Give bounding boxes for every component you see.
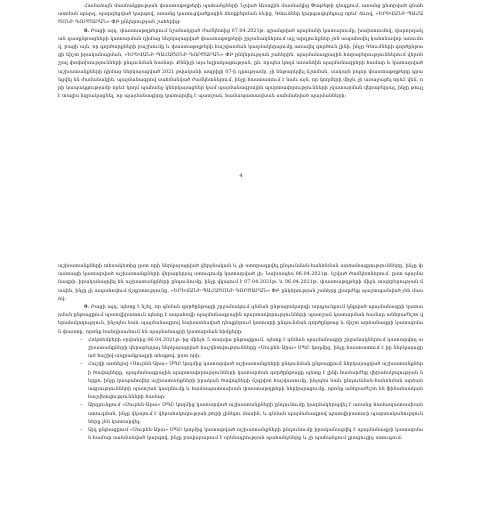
dash-bullet-icon: – — [80, 361, 83, 368]
list-item — [58, 426, 423, 442]
list-item-text: Հաշվի առնելով «Սուրեն-Արա» ՍՊԸ կողմից կատարված աշխատանքների ընդունման ընթացքում ներկայացված աշխատանքների ծավալները, պայմանագրային պարտավորությունների կատարման գործընթացը պետք է լինի համարժեք վերահսկողության ներքո, ինչը կապահովեր աշխատանքների իրական ծավալների ճշգրիտ հաշվառումը, ինչպես նաև ընդունման-հանձնման արձանագրությունների պատշաճ կազմումը և համապատասխան փաստաթղթերի ներկայացումը, որոնք անհրաժեշտ են ֆինանսական հաշվետվությունների համար: — [88, 361, 423, 401]
top-text-block — [58, 2, 423, 100]
continuation-paragraph: աշխատանքների տեսակետից ըստ որի ներկայացված վերջնական և չի ստորագրվել ընդունման-հանձնման արձանագրությունները, ինչը փաստացի կատարված աշխատանքների վերաբերյալ ստուգումը կատարված չի: Նախապես 06.04.2021թ. նշված ժամկետներում, ըստ պայմանագրի, իրականացվել են աշխատանքների ընդունումը, ինչը վկայում է 07.04.2021թ. և 06.04.2021թ. փաստաթղթերի միջև տարբերության մասին, ինչը չի ապահովում ճշգրտությունը, «ԵՐԵՎԱՆԻ ՊԱՀԱԾՈՆԻ ԳՈՐԾԱՐԱՆ» ՓԲ ընկերության շահերը լիարժեք պաշտպանված չեն մասով: — [58, 263, 423, 302]
paragraph-8-number: 8. — [84, 27, 90, 34]
list-item-text: Այդ ընթացքում «Սուրեն-Արա» ՍՊԸ կողմից կատարված աշխատանքների ընդունումը իրականացվել է պայմանագրի կատարման համար սահմանված կարգով, ինչը բավարարում է օրենսդրության պահանջները և չի պահանջում լրացուցիչ ստուգում: — [88, 427, 423, 442]
page-number: 4 — [239, 173, 243, 179]
paragraph-9 — [58, 303, 423, 336]
list-item — [58, 360, 423, 401]
paragraph-9-text: Բացի այդ, պետք է նշել, որ գնման գործընթացի շրջանակում գնման ընթացակարգի արդյունքում կնքված պայմանագրի կատարման ընթացքում պատվիրատուն պետք է ապահովի պայմանագրային պարտավորությունների պատշաճ կատարման համար անհրաժեշտ վերահսկողություն, ինչպես նաև պայմանագրով նախատեսված դեպքերում կատարի ընդունման գործընթաց և ճիշտ արձանագրի կատարման փաստը, որոնք հանդիսանում են պայմանագրի կատարման հիմքերը: — [58, 304, 423, 335]
list-item — [58, 401, 423, 426]
dash-bullet-icon: – — [80, 402, 83, 409]
intro-paragraph: Համաձայն մասնակցության փաստաթղթերի պահանջների Նշված Առաջին մասնակից Փաթեթի դեպքում, առանց ընտրված գնահատման պարզ, պարզեցված կարգով, առանց կառուցվածքային ձեռքբերման ձևից, Գնումներ կարգավորելուց որևէ ձևով, «ԵՐԵՎԱՆԻ ՊԱՀԱԾՈՆԻ ԳՈՐԾԱՐԱՆ» ՓԲ ընկերության շահերից: — [58, 3, 423, 26]
paragraph-8 — [58, 27, 423, 101]
paragraph-9-number: 9. — [84, 304, 90, 311]
dash-bullet-icon: – — [80, 336, 83, 343]
list-item-text: Հոկտեմբերի օրվանից 06.04.2021թ.-ից մինչև 5 տարվա ընթացքում, պետք է գնման պայմանագրի շրջանակներում կատարվող աշխատանքների վերաբերյալ ներկայացված հաշվետվությունները «Սուրեն-Արա» ՍՊԸ կողմից, ինչը հաստատում է իր ներկայացրած հաշիվ-ապրանքագրի տեսքով, ըստ որի: — [88, 336, 423, 360]
dash-bullet-icon: – — [80, 427, 83, 434]
bottom-text-block — [58, 262, 423, 442]
paragraph-8-text: Բացի այդ, փաստաթղթերում նշանակված ժամկետից 07.04.2021թ. գրանցված պայմանի կատարումը, խախտումով, վարորդական դասընթացների կատարման դիմաց ներկայացված փաստաթղթերի շրջանակներում այլ արդյունքներ չեն ապահովել կանոնավոր առումով, բացի այն, որ գործարքների բաշխումը և փաստաթղթերի հաշվառման կազմակերպումը առավել գործուն լինի, ինչը Գնումների գործընթացի ճիշտ իրականացման, «ԵՐԵՎԱՆԻ ՊԱՀԱԾՈՆԻ ԳՈՐԾԱՐԱՆ» ՓԲ ընկերության շահերին, պայմանագրային հարաբերություններում վերոնշյալ փոփոխությունների ընդունման համար: Քննիչի այս եզրակացության, ըն. որպես կողմ առանձին պայմանագրերի համար և կատարված աշխատանքների դիմաց ներկայացված 2021 թվականի ապրիլի 07-ի դրությամբ, չի ենթարկվել ճշտման, սակայն բոլոր փաստաթղթերը գրանցվել են ժամանակին, պայմանագրով սահմանված ժամկետներում, ինչը հաստատում է նաև այն, որ կողմերի միջև չի առաջացել որևէ վեճ, որի կապակցությամբ որևէ կողմ պահանջ կներկայացներ կամ պայմանագրային պարտավորությունների չկատարման վերաբերյալ, ինչը թույլ է տալիս եզրակացնել, որ պայմանագիրը կատարվել է պատշաճ, համապատասխան սահմանված պայմանների: — [58, 27, 423, 100]
list-item-text: Արդյունքում «Սուրեն-Արա» ՍՊԸ կողմից կատարված աշխատանքների ընդունումը կազմակերպվել է առանց համապատասխան ստուգման, ինչը վկայում է վերահսկողության թերի լինելու մասին, և գնման պայմանագրով պատվիրատուի պարտականությունները չեն կատարվել: — [88, 402, 423, 425]
list-item — [58, 336, 423, 361]
